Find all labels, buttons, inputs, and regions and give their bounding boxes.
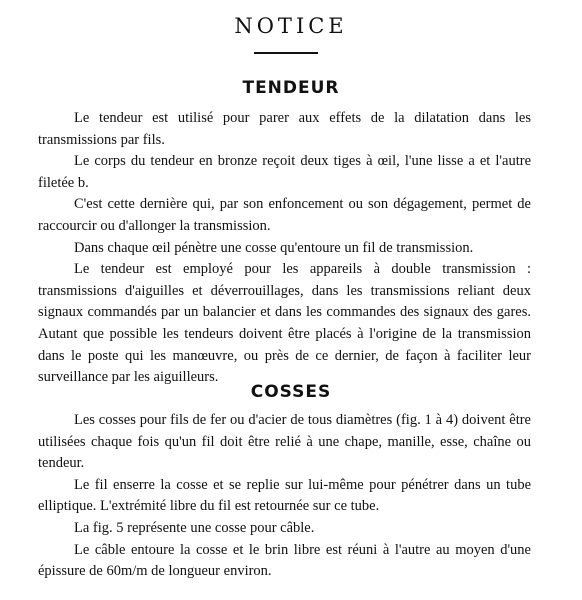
section-title-cosses: COSSES: [250, 382, 332, 402]
paragraph: La fig. 5 représente une cosse pour câble.: [74, 519, 315, 536]
paragraph: Le tendeur est employé pour les appareils à double transmission : transmissions d'aiguilles et déverrouillages, dans les transmissions reliant deux signaux commandés par un balancier et dans les commandes des signaux des gares. Autant que possible les tendeurs doivent être placés à l'origine de la transmission dans le poste qui les manœuvre, ou près de ce dernier, de façon à faciliter leur surveillance par les aiguilleurs.: [38, 261, 531, 386]
paragraph: Dans chaque œil pénètre une cosse qu'entoure un fil de transmission.: [74, 239, 474, 256]
page-title: NOTICE: [234, 14, 348, 38]
title-underline: [254, 52, 318, 54]
paragraph: Le corps du tendeur en bronze reçoit deux tiges à œil, l'une lisse a et l'autre filetée b.: [38, 153, 531, 191]
section-body-cosses: [38, 410, 531, 583]
paragraph: Les cosses pour fils de fer ou d'acier de tous diamètres (fig. 1 à 4) doivent être utilisées chaque fois qu'un fil doit être relié à une chape, manille, esse, chaîne ou tendeur.: [38, 412, 531, 472]
paragraph: Le tendeur est utilisé pour parer aux effets de la dilatation dans les transmissions par fils.: [38, 110, 531, 148]
paragraph: C'est cette dernière qui, par son enfoncement ou son dégagement, permet de raccourcir ou d'allonger la transmission.: [38, 196, 531, 234]
paragraph: Le câble entoure la cosse et le brin libre est réuni à l'autre au moyen d'une épissure de 60m/m de longueur environ.: [38, 541, 531, 580]
section-body-tendeur: [38, 108, 531, 389]
section-title-tendeur: TENDEUR: [242, 78, 340, 98]
paragraph: Le fil enserre la cosse et se replie sur lui-même pour pénétrer dans un tube elliptique. L'extrémité libre du fil est retournée sur ce tube.: [38, 476, 531, 515]
